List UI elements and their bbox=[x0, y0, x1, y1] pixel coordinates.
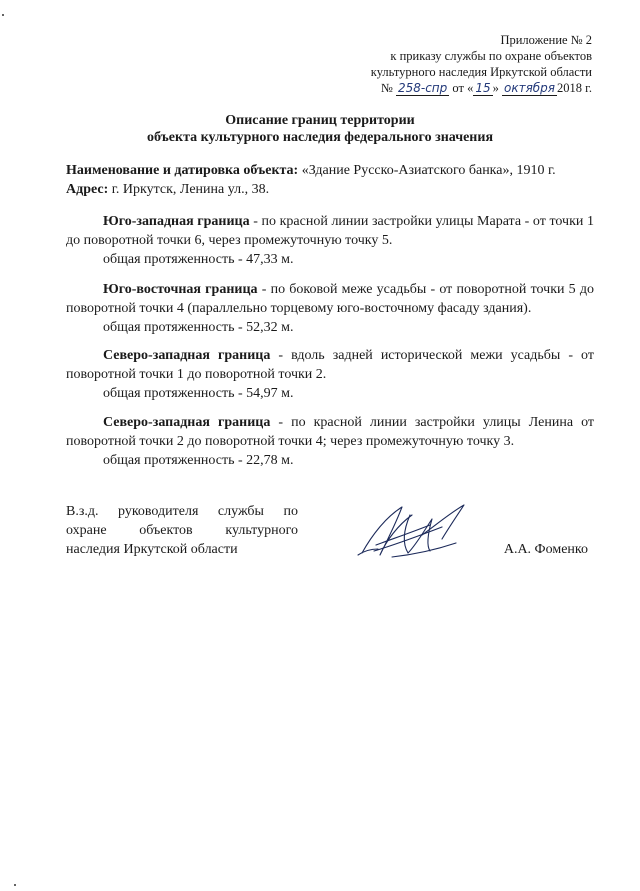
from-label: от « bbox=[452, 81, 474, 95]
order-number-handwritten: 258-спр bbox=[397, 81, 448, 95]
boundary-description bbox=[66, 280, 594, 318]
annex-service-line: культурного наследия Иркутской области bbox=[370, 65, 592, 79]
boundary-length: общая протяженность - 52,32 м. bbox=[103, 320, 294, 335]
boundary-section bbox=[66, 413, 594, 470]
boundary-description bbox=[66, 346, 594, 384]
document-title: Описание границ территории bbox=[225, 113, 415, 128]
boundary-length: общая протяженность - 54,97 м. bbox=[103, 386, 294, 401]
handwritten-signature bbox=[352, 495, 480, 575]
order-year: 2018 г. bbox=[557, 81, 592, 95]
boundary-section bbox=[66, 212, 594, 269]
signatory-word: по bbox=[283, 504, 298, 519]
signatory-word: культурного bbox=[225, 523, 298, 538]
signatory-position bbox=[66, 502, 298, 559]
boundary-text: - по боковой меже усадьбы - от поворотной точки 5 до поворотной точки 4 (параллельно торцевому юго-восточному фасаду здания). bbox=[66, 282, 595, 316]
boundary-heading: Юго-восточная граница bbox=[103, 282, 258, 297]
boundary-heading: Юго-западная граница bbox=[103, 214, 250, 229]
signatory-word: руководителя bbox=[118, 504, 199, 519]
signatory-word: охране bbox=[66, 523, 107, 538]
signatory-name: А.А. Фоменко bbox=[503, 542, 588, 557]
boundary-description bbox=[66, 413, 594, 451]
object-address-label: Адрес: bbox=[66, 182, 109, 197]
boundary-section bbox=[66, 346, 594, 403]
boundary-length: общая протяженность - 47,33 м. bbox=[103, 252, 294, 267]
boundary-heading: Северо-западная граница bbox=[103, 348, 271, 363]
scan-speck bbox=[14, 884, 16, 886]
object-address-value: г. Иркутск, Ленина ул., 38. bbox=[108, 182, 270, 197]
scan-speck bbox=[2, 14, 4, 16]
object-name bbox=[66, 161, 596, 180]
boundary-length: общая протяженность - 22,78 м. bbox=[103, 453, 294, 468]
boundary-heading: Северо-западная граница bbox=[103, 415, 271, 430]
number-sign: № bbox=[380, 81, 393, 95]
signatory-line: наследия Иркутской области bbox=[66, 542, 238, 557]
boundary-text: - по красной линии застройки улицы Ленина от поворотной точки 2 до поворотной точки 4; через промежуточную точку 3. bbox=[66, 415, 595, 449]
signatory-word: объектов bbox=[139, 523, 193, 538]
boundary-section bbox=[66, 280, 594, 337]
annex-order-line: к приказу службы по охране объектов bbox=[390, 49, 592, 63]
object-name-label: Наименование и датировка объекта: bbox=[66, 163, 299, 178]
signatory-line bbox=[66, 521, 298, 540]
object-address bbox=[66, 180, 596, 199]
signatory-word: В.з.д. bbox=[66, 504, 99, 519]
order-day-handwritten: 15 bbox=[475, 81, 491, 95]
object-name-value: «Здание Русско-Азиатского банка», 1910 г. bbox=[298, 163, 556, 178]
annex-header bbox=[371, 32, 592, 96]
annex-number-line bbox=[371, 80, 592, 96]
order-month-handwritten: октября bbox=[503, 81, 556, 95]
day-close-quote: » bbox=[492, 81, 499, 95]
annex-title: Приложение № 2 bbox=[500, 33, 592, 47]
boundary-text: - по красной линии застройки улицы Марата - от точки 1 до поворотной точки 6, через промежуточную точку 5. bbox=[66, 214, 594, 248]
boundary-description bbox=[66, 212, 594, 250]
boundary-text: - вдоль задней исторической межи усадьбы - от поворотной точки 1 до поворотной точки 2. bbox=[66, 348, 594, 382]
signatory-word: службы bbox=[217, 504, 264, 519]
signatory-line bbox=[66, 502, 298, 521]
document-subtitle: объекта культурного наследия федерального значения bbox=[146, 130, 494, 145]
